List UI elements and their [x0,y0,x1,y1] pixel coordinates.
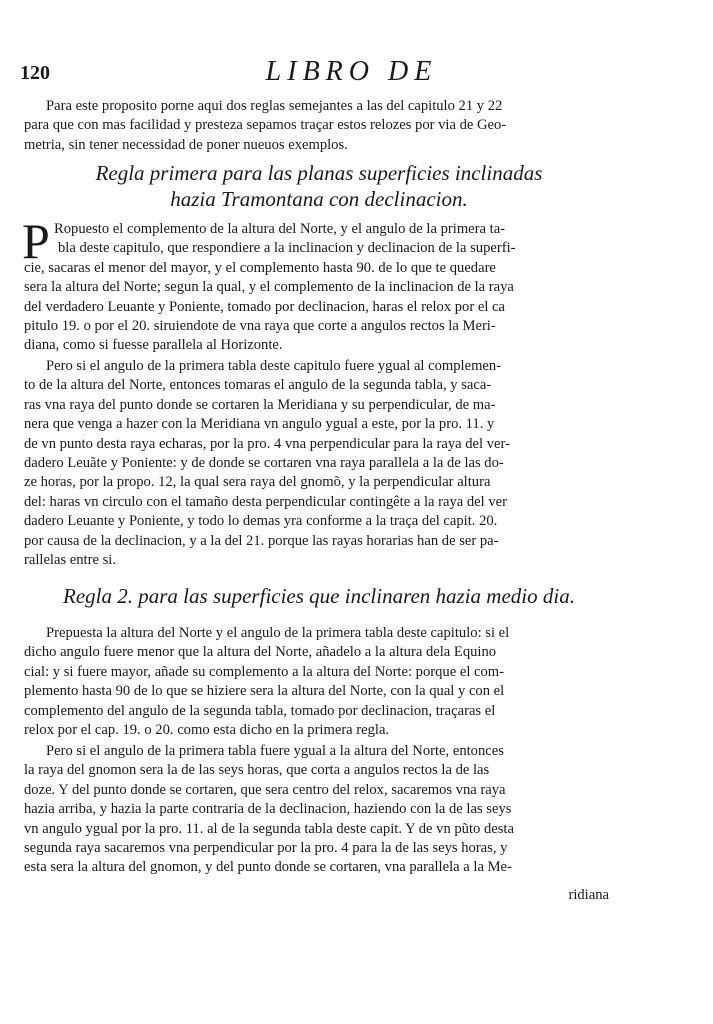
text-line: to de la altura del Norte, entonces tomaras el angulo de la segunda tabla, y saca- [24,377,492,394]
text-line: dicho angulo fuere menor que la altura del Norte, añadelo a la altura dela Equino [24,644,497,661]
page-header [20,56,683,96]
section1-paragraph [24,220,614,356]
text-line: por causa de la declinacion, y a la del 21. porque las rayas horarias han de ser pa- [24,532,499,549]
text-line: esta sera la altura del gnomon, y del punto donde se cortaren, vna parallela a la Me- [24,859,512,876]
text-line: cial: y si fuere mayor, añade su complemento a la altura del Norte: porque el com- [24,663,505,680]
heading-line: hazia Tramontana con declinacion. [170,187,468,211]
text-line: dadero Leuãte y Poniente: y de donde se cortaren vna raya parallela a la de las do- [24,454,504,471]
text-line: dadero Leuante y Poniente, y todo lo demas yra conforme a la traça del capit. 20. [24,513,498,530]
text-line: Prepuesta la altura del Norte y el angulo de la primera tabla deste capitulo: si el [46,625,510,641]
text-line: rallelas entre si. [24,551,116,568]
text-line: cie, sacaras el menor del mayor, y el complemento hasta 90. de lo que te quedare [24,259,496,276]
text-line: segunda raya sacaremos vna perpendicular por la pro. 4 para la de las seys horas, y [24,839,508,856]
text-line: hazia arriba, y hazia la parte contraria de la declinacion, haziendo con la de las seys [24,801,512,818]
section2-paragraph [24,624,614,740]
heading-line: Regla primera para las planas superficies inclinadas [95,161,543,185]
drop-capital: P [22,213,50,269]
text-line: ze horas, por la propo. 12, la qual sera raya del gnomõ, y la perpendicular altura [24,474,491,491]
text-line: nera que venga a hazer con la Meridiana vn angulo ygual a este, por la pro. 11. y [24,416,495,433]
text-line: diana, como si fuesse parallela al Horizonte. [24,337,283,354]
text-line: complemento del angulo de la segunda tabla, tomado por declinacion, traçaras el [24,702,496,719]
catchword: ridiana [568,887,609,903]
page-number: 120 [20,62,50,84]
heading-line: Regla 2. para las superficies que inclinaren hazia medio dia. [63,584,575,608]
text-line: sera la altura del Norte; segun la qual, y el complemento de la inclinacion de la raya [24,279,514,296]
text-line: para que con mas facilidad y presteza sepamos traçar estos relozes por via de Geo- [24,117,507,134]
text-line: de vn punto desta raya echaras, por la pro. 4 vna perpendicular para la raya del ver- [24,435,510,452]
text-line: plemento hasta 90 de lo que se hiziere sera la altura del Norte, con la qual y con el [24,683,505,700]
intro-paragraph [24,97,614,155]
text-line: del: haras vn circulo con el tamaño desta perpendicular contingête a la raya del ver [24,493,507,510]
section1b-paragraph [24,357,614,570]
text-line: Pero si el angulo de la primera tabla fuere ygual a la altura del Norte, entonces [46,743,504,759]
section-heading-2 [24,583,614,609]
section-heading-1 [24,160,614,212]
text-line: relox por el cap. 19. o 20. como esta dicho en la primera regla. [24,721,390,738]
text-line: Pero si el angulo de la primera tabla deste capitulo fuere ygual al complemen- [46,358,502,374]
section2b-paragraph [24,742,614,878]
text-line: doze. Y del punto donde se cortaren, que sera centro del relox, sacaremos vna raya [24,781,506,798]
text-line: vn angulo ygual por la pro. 11. al de la segunda tabla deste capit. Y de vn pũto desta [24,820,514,837]
text-line: del verdadero Leuante y Poniente, tomado por declinacion, haras el relox por el ca [24,298,505,315]
text-line: ras vna raya del punto donde se cortaren la Meridiana y su perpendicular, de ma- [24,396,496,413]
text-line: la raya del gnomon sera la de las seys horas, que corta a angulos rectos la de las [24,762,490,779]
text-line: bla deste capitulo, que respondiere a la inclinacion y declinacion de la superfi- [58,240,516,257]
text-line: metria, sin tener necessidad de poner nueuos exemplos. [24,136,348,153]
running-title: LIBRO DE [265,56,438,87]
text-line: Ropuesto el complemento de la altura del Norte, y el angulo de la primera ta- [54,221,506,237]
text-line: Para este proposito porne aqui dos reglas semejantes a las del capitulo 21 y 22 [46,98,503,114]
text-line: pitulo 19. o por el 20. siruiendote de vna raya que corte a angulos rectos la Meri- [24,317,496,334]
